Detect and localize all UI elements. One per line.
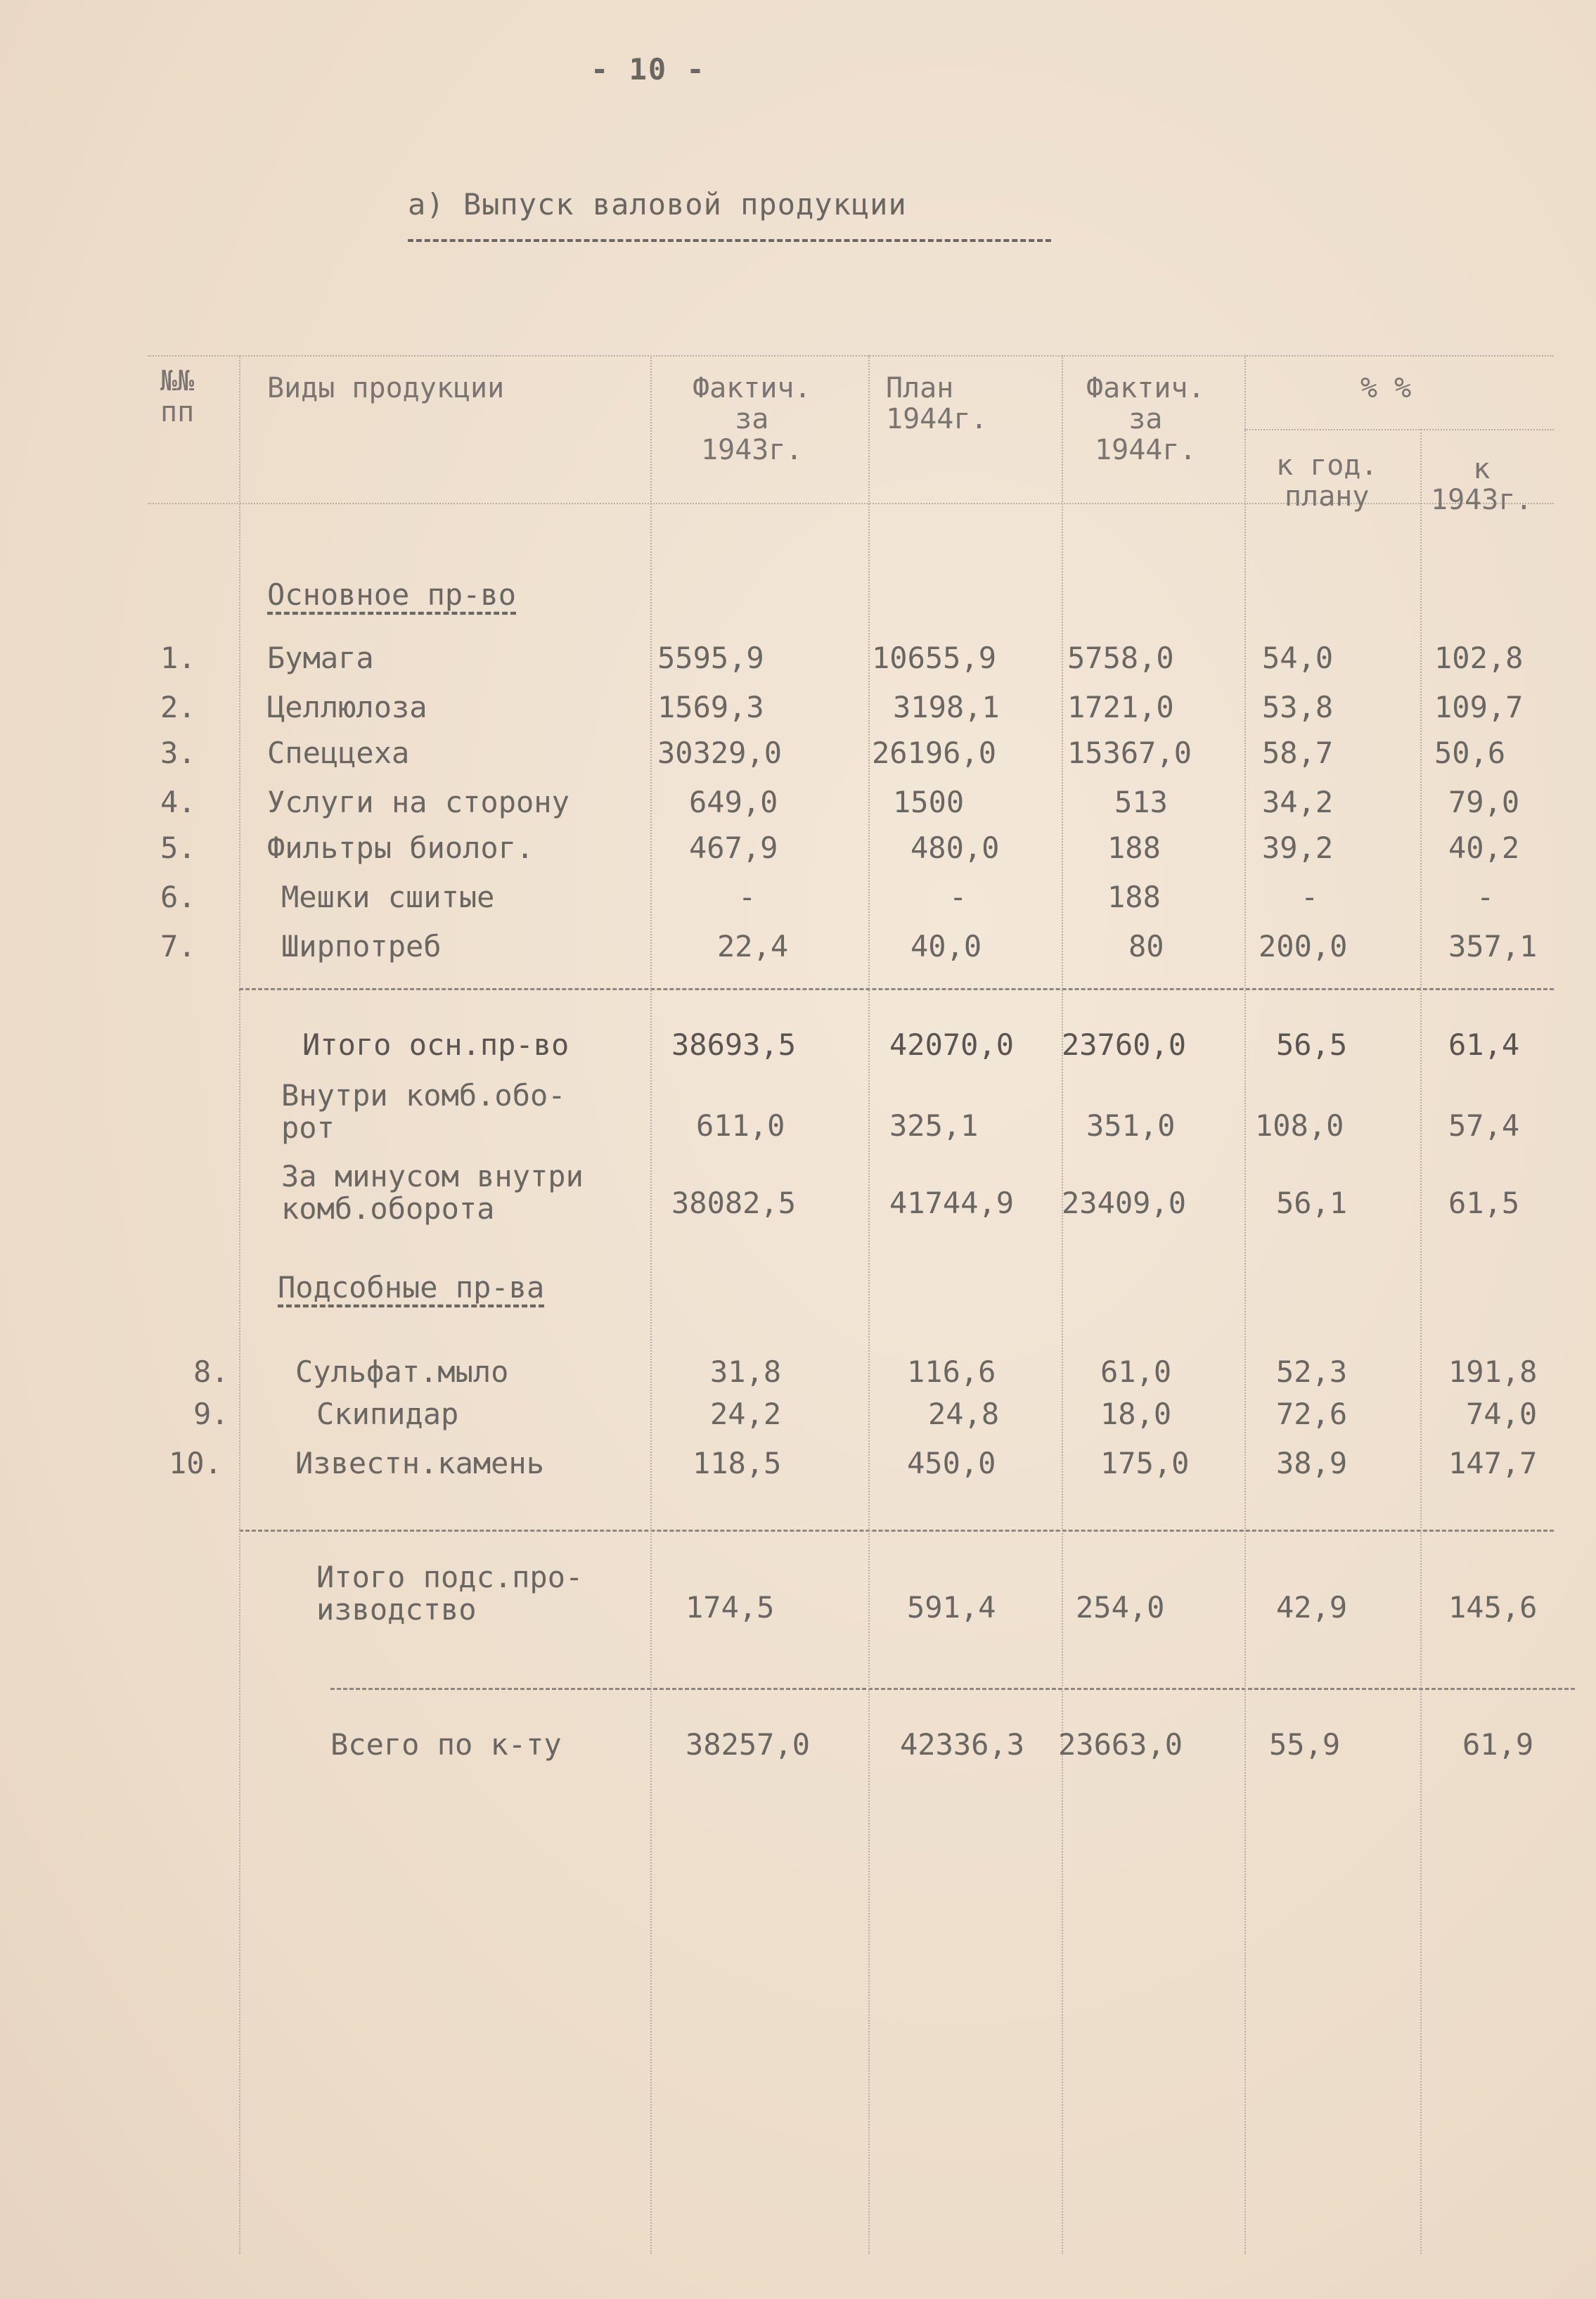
row-number: 5. xyxy=(160,831,196,865)
grand-total-name: Всего по к-ту xyxy=(330,1727,562,1762)
row-fact-1943: 5595,9 xyxy=(657,641,764,675)
total-aux-fact-1944: 254,0 xyxy=(1076,1590,1165,1625)
col-divider-5 xyxy=(1244,355,1246,2254)
internal-pct-plan: 108,0 xyxy=(1255,1108,1344,1143)
section-title: а) Выпуск валовой продукции xyxy=(408,187,907,222)
col-divider-1 xyxy=(239,355,240,2254)
row-fact-1944: 188 xyxy=(1107,880,1161,914)
row-name: Известн.камень xyxy=(295,1446,545,1480)
col-divider-4 xyxy=(1062,355,1063,2254)
row-fact-1943: 467,9 xyxy=(689,831,778,865)
row-pct-plan: 52,3 xyxy=(1276,1355,1348,1389)
header-percent: % % xyxy=(1360,372,1412,404)
row-plan-1944: 480,0 xyxy=(910,831,1000,865)
row-pct-plan: 34,2 xyxy=(1262,785,1334,819)
row-plan-1944: 3198,1 xyxy=(893,690,1000,724)
row-fact-1943: 649,0 xyxy=(689,785,778,819)
row-fact-1944: 61,0 xyxy=(1100,1355,1172,1389)
header-fact-1943: Фактич. за 1943г. xyxy=(693,372,811,466)
row-pct-1943: 74,0 xyxy=(1466,1397,1538,1431)
grand-total-fact-1943: 38257,0 xyxy=(686,1727,811,1762)
row-plan-1944: 40,0 xyxy=(910,929,982,963)
row-name: Бумага xyxy=(267,641,374,675)
row-fact-1943: 1569,3 xyxy=(657,690,764,724)
row-fact-1943: 118,5 xyxy=(693,1446,782,1480)
row-plan-1944: 24,8 xyxy=(928,1397,1000,1431)
row-fact-1944: 18,0 xyxy=(1100,1397,1172,1431)
col-divider-3 xyxy=(868,355,870,2254)
page-number: - 10 - xyxy=(591,52,706,87)
row-pct-1943: 147,7 xyxy=(1448,1446,1538,1480)
row-pct-1943: 109,7 xyxy=(1434,690,1524,724)
header-plan-1944: План 1944г. xyxy=(886,372,988,435)
total-aux-pct-1943: 145,6 xyxy=(1448,1590,1538,1625)
row-number: 4. xyxy=(160,785,196,819)
row-fact-1944: 1721,0 xyxy=(1067,690,1174,724)
row-pct-plan: 38,9 xyxy=(1276,1446,1348,1480)
minus-internal-fact-1943: 38082,5 xyxy=(671,1186,797,1220)
grand-total-plan-1944: 42336,3 xyxy=(900,1727,1025,1762)
row-fact-1943: 22,4 xyxy=(717,929,789,963)
total-main-plan-1944: 42070,0 xyxy=(889,1027,1015,1062)
row-fact-1944: 15367,0 xyxy=(1067,736,1192,770)
subtotal-separator xyxy=(239,988,1554,990)
row-pct-1943: 191,8 xyxy=(1448,1355,1538,1389)
row-number: 3. xyxy=(160,736,196,770)
row-name: Услуги на сторону xyxy=(267,785,569,819)
header-product: Виды продукции xyxy=(267,372,505,404)
row-number: 10. xyxy=(169,1446,222,1480)
row-pct-plan: 58,7 xyxy=(1262,736,1334,770)
row-number: 6. xyxy=(160,880,196,914)
row-pct-1943: 79,0 xyxy=(1448,785,1520,819)
grand-total-separator xyxy=(330,1688,1575,1690)
grand-total-pct-plan: 55,9 xyxy=(1269,1727,1341,1762)
row-number: 8. xyxy=(193,1355,229,1389)
row-fact-1944: 5758,0 xyxy=(1067,641,1174,675)
section-main-production: Основное пр-во xyxy=(267,577,517,612)
grand-total-fact-1944: 23663,0 xyxy=(1058,1727,1183,1762)
total-aux-plan-1944: 591,4 xyxy=(907,1590,996,1625)
row-pct-1943: 102,8 xyxy=(1434,641,1524,675)
total-aux-fact-1943: 174,5 xyxy=(686,1590,775,1625)
row-fact-1944: 175,0 xyxy=(1100,1446,1190,1480)
header-fact-1944: Фактич. за 1944г. xyxy=(1086,372,1205,466)
row-plan-1944: - xyxy=(949,880,967,914)
row-fact-1943: 31,8 xyxy=(710,1355,782,1389)
row-pct-plan: - xyxy=(1301,880,1319,914)
minus-internal-pct-plan: 56,1 xyxy=(1276,1186,1348,1220)
internal-pct-1943: 57,4 xyxy=(1448,1108,1520,1143)
row-pct-plan: 53,8 xyxy=(1262,690,1334,724)
total-main-name: Итого осн.пр-во xyxy=(302,1027,569,1062)
row-pct-plan: 39,2 xyxy=(1262,831,1334,865)
row-pct-1943: - xyxy=(1476,880,1495,914)
row-name: Ширпотреб xyxy=(281,929,442,963)
table-top-border xyxy=(148,355,1554,357)
row-fact-1944: 80 xyxy=(1128,929,1164,963)
row-pct-1943: 40,2 xyxy=(1448,831,1520,865)
row-name: Мешки сшитые xyxy=(281,880,495,914)
internal-fact-1943: 611,0 xyxy=(696,1108,785,1143)
total-main-fact-1943: 38693,5 xyxy=(671,1027,797,1062)
grand-total-pct-1943: 61,9 xyxy=(1462,1727,1534,1762)
col-divider-6 xyxy=(1420,429,1422,2254)
total-aux-pct-plan: 42,9 xyxy=(1276,1590,1348,1625)
row-name: Скипидар xyxy=(316,1397,459,1431)
pct-header-divider xyxy=(1244,429,1554,430)
row-fact-1943: 24,2 xyxy=(710,1397,782,1431)
row-number: 1. xyxy=(160,641,196,675)
row-name: Фильтры биолог. xyxy=(267,831,534,865)
internal-turnover-name: Внутри комб.обо- рот xyxy=(281,1078,566,1146)
row-plan-1944: 116,6 xyxy=(907,1355,996,1389)
row-fact-1944: 513 xyxy=(1114,785,1168,819)
row-pct-plan: 54,0 xyxy=(1262,641,1334,675)
minus-internal-name: За минусом внутри комб.оборота xyxy=(281,1159,584,1227)
header-nn: №№ пп xyxy=(160,365,195,428)
row-fact-1944: 188 xyxy=(1107,831,1161,865)
row-pct-plan: 72,6 xyxy=(1276,1397,1348,1431)
total-main-pct-plan: 56,5 xyxy=(1276,1027,1348,1062)
row-pct-plan: 200,0 xyxy=(1259,929,1348,963)
row-plan-1944: 10655,9 xyxy=(872,641,997,675)
col-divider-2 xyxy=(650,355,652,2254)
row-fact-1943: - xyxy=(738,880,757,914)
row-number: 7. xyxy=(160,929,196,963)
total-main-pct-1943: 61,4 xyxy=(1448,1027,1520,1062)
row-name: Спеццеха xyxy=(267,736,410,770)
row-name: Сульфат.мыло xyxy=(295,1355,509,1389)
row-pct-1943: 357,1 xyxy=(1448,929,1538,963)
title-underline xyxy=(408,239,1051,242)
internal-fact-1944: 351,0 xyxy=(1086,1108,1176,1143)
row-plan-1944: 26196,0 xyxy=(872,736,997,770)
row-plan-1944: 450,0 xyxy=(907,1446,996,1480)
minus-internal-fact-1944: 23409,0 xyxy=(1062,1186,1187,1220)
total-aux-name: Итого подс.про- изводство xyxy=(316,1560,584,1627)
header-pct-plan: к год. плану xyxy=(1276,449,1378,513)
row-fact-1943: 30329,0 xyxy=(657,736,783,770)
minus-internal-plan-1944: 41744,9 xyxy=(889,1186,1015,1220)
row-number: 9. xyxy=(193,1397,229,1431)
internal-plan-1944: 325,1 xyxy=(889,1108,979,1143)
section-auxiliary-production: Подсобные пр-ва xyxy=(278,1270,545,1305)
aux-total-separator xyxy=(239,1530,1554,1532)
row-pct-1943: 50,6 xyxy=(1434,736,1506,770)
total-main-fact-1944: 23760,0 xyxy=(1062,1027,1187,1062)
row-number: 2. xyxy=(160,690,196,724)
row-plan-1944: 1500 xyxy=(893,785,965,819)
header-pct-1943: к 1943г. xyxy=(1431,453,1533,516)
minus-internal-pct-1943: 61,5 xyxy=(1448,1186,1520,1220)
row-name: Целлюлоза xyxy=(267,690,427,724)
